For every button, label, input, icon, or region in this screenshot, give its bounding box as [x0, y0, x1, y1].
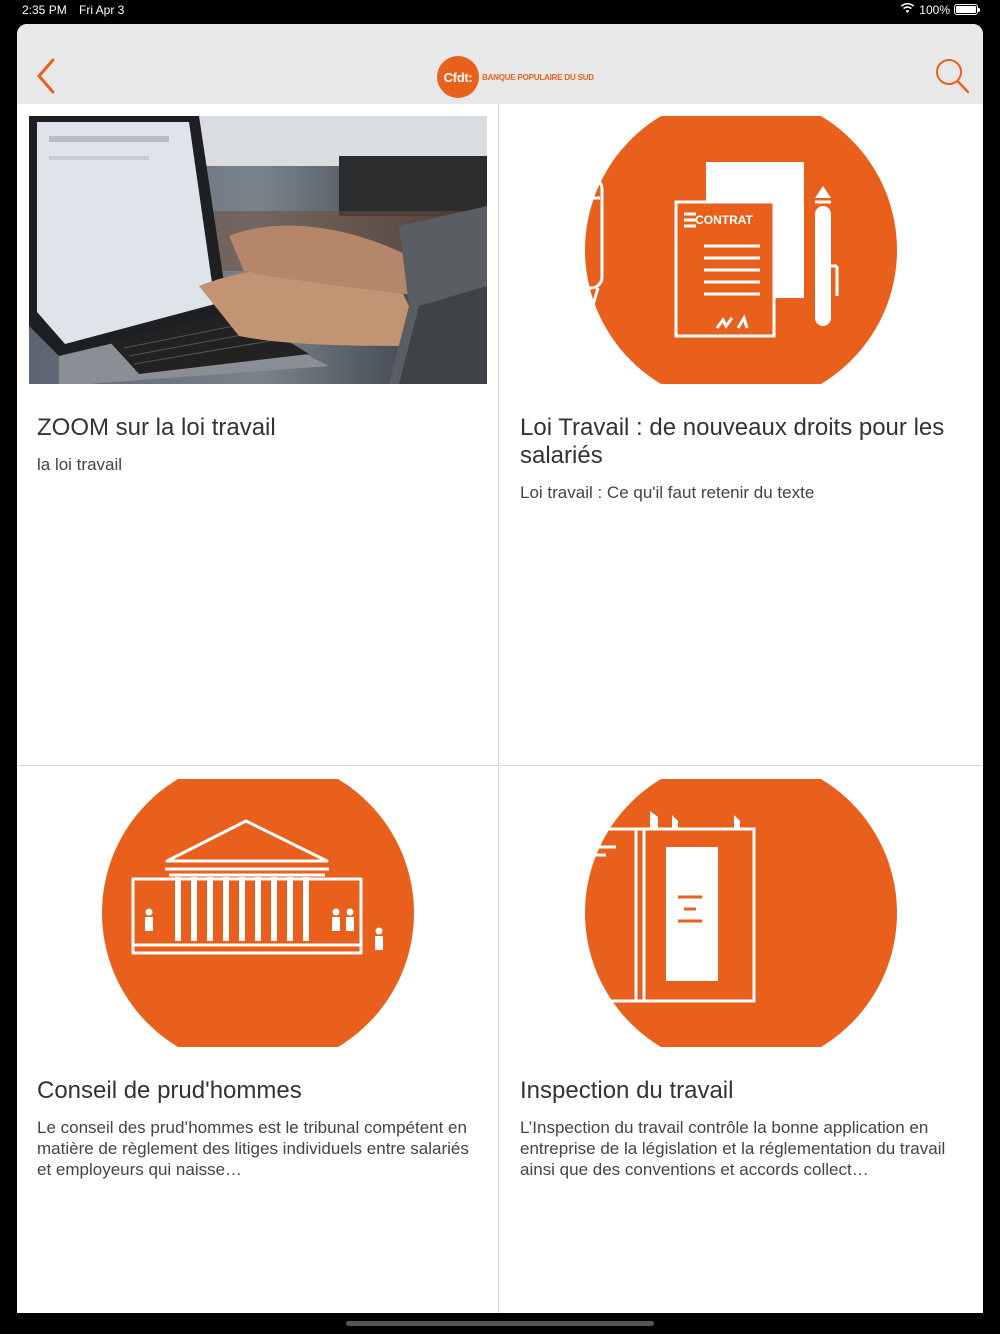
logo-text: BANQUE POPULAIRE DU SUD	[482, 72, 594, 82]
article-card-inspection[interactable]	[500, 767, 983, 1313]
status-date: Fri Apr 3	[79, 3, 125, 17]
article-subtitle: L’Inspection du travail contrôle la bonne application en entreprise de la législation et la réglementation du travail ainsi que des conventions et accords collect…	[520, 1118, 946, 1179]
search-button[interactable]	[933, 57, 971, 95]
article-card-nouveaux-droits[interactable]	[500, 104, 983, 766]
battery-fill	[956, 6, 976, 13]
article-subtitle: Loi travail : Ce qu'il faut retenir du texte	[520, 483, 815, 502]
article-title: ZOOM sur la loi travail	[37, 414, 276, 441]
home-indicator[interactable]	[346, 1321, 654, 1326]
article-subtitle: la loi travail	[37, 455, 123, 474]
laptop-typing-photo	[29, 116, 487, 384]
article-title: Inspection du travail	[520, 1077, 734, 1104]
articles-grid	[17, 104, 983, 1313]
status-indicators	[900, 2, 978, 17]
article-subtitle: Le conseil des prud’hommes est le tribunal compétent en matière de règlement des litiges individuels entre salariés et employeurs qui naisse…	[37, 1118, 469, 1179]
books-illustration	[512, 779, 970, 1047]
nav-bar	[17, 24, 983, 104]
contract-illustration	[512, 116, 970, 384]
article-title: Conseil de prud'hommes	[37, 1077, 302, 1104]
app-sheet	[17, 24, 983, 1313]
battery-percent: 100%	[919, 2, 950, 17]
chevron-left-icon	[29, 54, 63, 94]
article-title: Loi Travail : de nouveaux droits pour les salariés	[520, 414, 945, 469]
article-card-zoom-loi-travail[interactable]	[17, 104, 499, 766]
courthouse-illustration	[29, 779, 487, 1047]
logo-mark: Cfdt:	[437, 56, 479, 98]
article-card-prudhommes[interactable]	[17, 767, 499, 1313]
logo	[437, 55, 594, 99]
wifi-icon	[900, 2, 915, 17]
status-bar	[0, 0, 1000, 22]
back-button[interactable]	[29, 54, 63, 94]
search-icon	[933, 57, 971, 95]
status-time: 2:35 PM	[22, 3, 67, 17]
battery-icon	[954, 4, 978, 15]
contract-label: CONTRAT	[695, 213, 753, 227]
